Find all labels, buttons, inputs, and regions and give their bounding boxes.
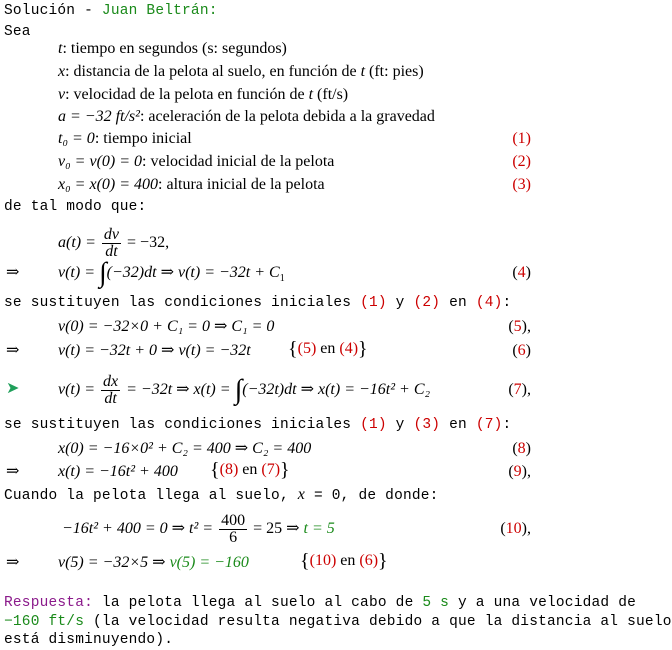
solution-header	[4, 2, 218, 20]
implies-arrow: ⇒	[6, 264, 20, 281]
equation-6: v(t) = −32t + 0 ⇒ v(t) = −32t	[58, 342, 251, 359]
substitution-text-1: se sustituyen las condiciones iniciales (1) y (2) en (4):	[4, 295, 512, 311]
definition-x0: x₀ = x(0) = 400: altura inicial de la pelota	[58, 176, 325, 193]
integral-sign: ∫	[234, 374, 243, 406]
definition-t: t: tiempo en segundos (s: segundos)	[58, 40, 287, 57]
equation-number-1: (1)	[512, 130, 531, 147]
note-eq6: {(5) en (4)}	[288, 338, 368, 360]
equation-number-4: (4)	[512, 264, 531, 281]
equation-number-3: (3)	[512, 176, 531, 193]
note-final: {(10) en (6)}	[300, 550, 388, 572]
fraction-dx-dt: $\frac{dx}{dt}$	[103, 372, 119, 407]
answer-line-1: Respuesta: la pelota llega al suelo al cabo de 5 s y a una velocidad de	[4, 595, 637, 611]
equation-4: v(t) = ∫(−32)dt ⇒ $v(t) = -32t + C_1$	[58, 257, 285, 289]
answer-line-3: está disminuyendo).	[4, 632, 174, 648]
fraction-400-6: $\frac{400}{6}$	[221, 511, 246, 546]
equation-number-2: (2)	[512, 153, 531, 170]
ground-condition-text: Cuando la pelota llega al suelo, x = 0, de donde:	[4, 486, 439, 504]
integral-sign: ∫	[99, 257, 107, 289]
transition-text: de tal modo que:	[4, 199, 147, 215]
equation-9: x(t) = −16t² + 400	[58, 463, 178, 480]
equation-number-8: (8)	[512, 440, 531, 457]
equation-acceleration: a(t) = $\frac{dv}{dt}$ = −32,	[58, 225, 170, 260]
definition-a: a = −32 ft/s²: aceleración de la pelota debida a la gravedad	[58, 108, 435, 125]
implies-arrow: ⇒	[6, 554, 20, 571]
definition-v0: v₀ = v(0) = 0: velocidad inicial de la pelota	[58, 153, 335, 170]
implies-arrow: ⇒	[6, 342, 20, 359]
intro-text: Sea	[4, 24, 31, 40]
implies-arrow: ⇒	[6, 463, 20, 480]
equation-7: v(t) = $\frac{dx}{dt}$ = −32t ⇒ x(t) = ∫(−32t)dt ⇒ x(t) = −16t² + C₂	[58, 372, 431, 407]
equation-number-9: (9),	[508, 463, 531, 480]
equation-number-7: (7),	[508, 381, 531, 398]
equation-8: x(0) = −16×0² + C₂ = 400 ⇒ C₂ = 400	[58, 440, 312, 457]
author-name: Juan Beltrán:	[101, 3, 218, 19]
equation-number-6: (6)	[512, 342, 531, 359]
note-eq9: {(8) en (7)}	[210, 459, 290, 481]
definition-t0: t₀ = 0: tiempo inicial	[58, 130, 192, 147]
equation-10: −16t² + 400 = 0 ⇒ t² = $\frac{400}{6}$ = 25 ⇒ t = 5	[62, 511, 335, 546]
definition-x: x: distancia de la pelota al suelo, en función de t (ft: pies)	[58, 63, 424, 80]
equation-5: v(0) = −32×0 + C₁ = 0 ⇒ C₁ = 0	[58, 318, 275, 335]
bullet-arrow-icon: ➤	[6, 380, 20, 397]
substitution-text-2: se sustituyen las condiciones iniciales (1) y (3) en (7):	[4, 417, 512, 433]
fraction-dv-dt: $\frac{dv}{dt}$	[103, 225, 120, 260]
equation-final-velocity: v(5) = −32×5 ⇒ v(5) = −160	[58, 554, 249, 571]
answer-label: Respuesta:	[4, 595, 94, 611]
solution-label: Solución -	[4, 3, 102, 19]
equation-number-10: (10),	[500, 520, 531, 537]
answer-line-2: −160 ft/s (la velocidad resulta negativa debido a que la distancia al suelo	[4, 614, 672, 630]
definition-v: v: velocidad de la pelota en función de t (ft/s)	[58, 86, 349, 103]
equation-number-5: (5),	[508, 318, 531, 335]
